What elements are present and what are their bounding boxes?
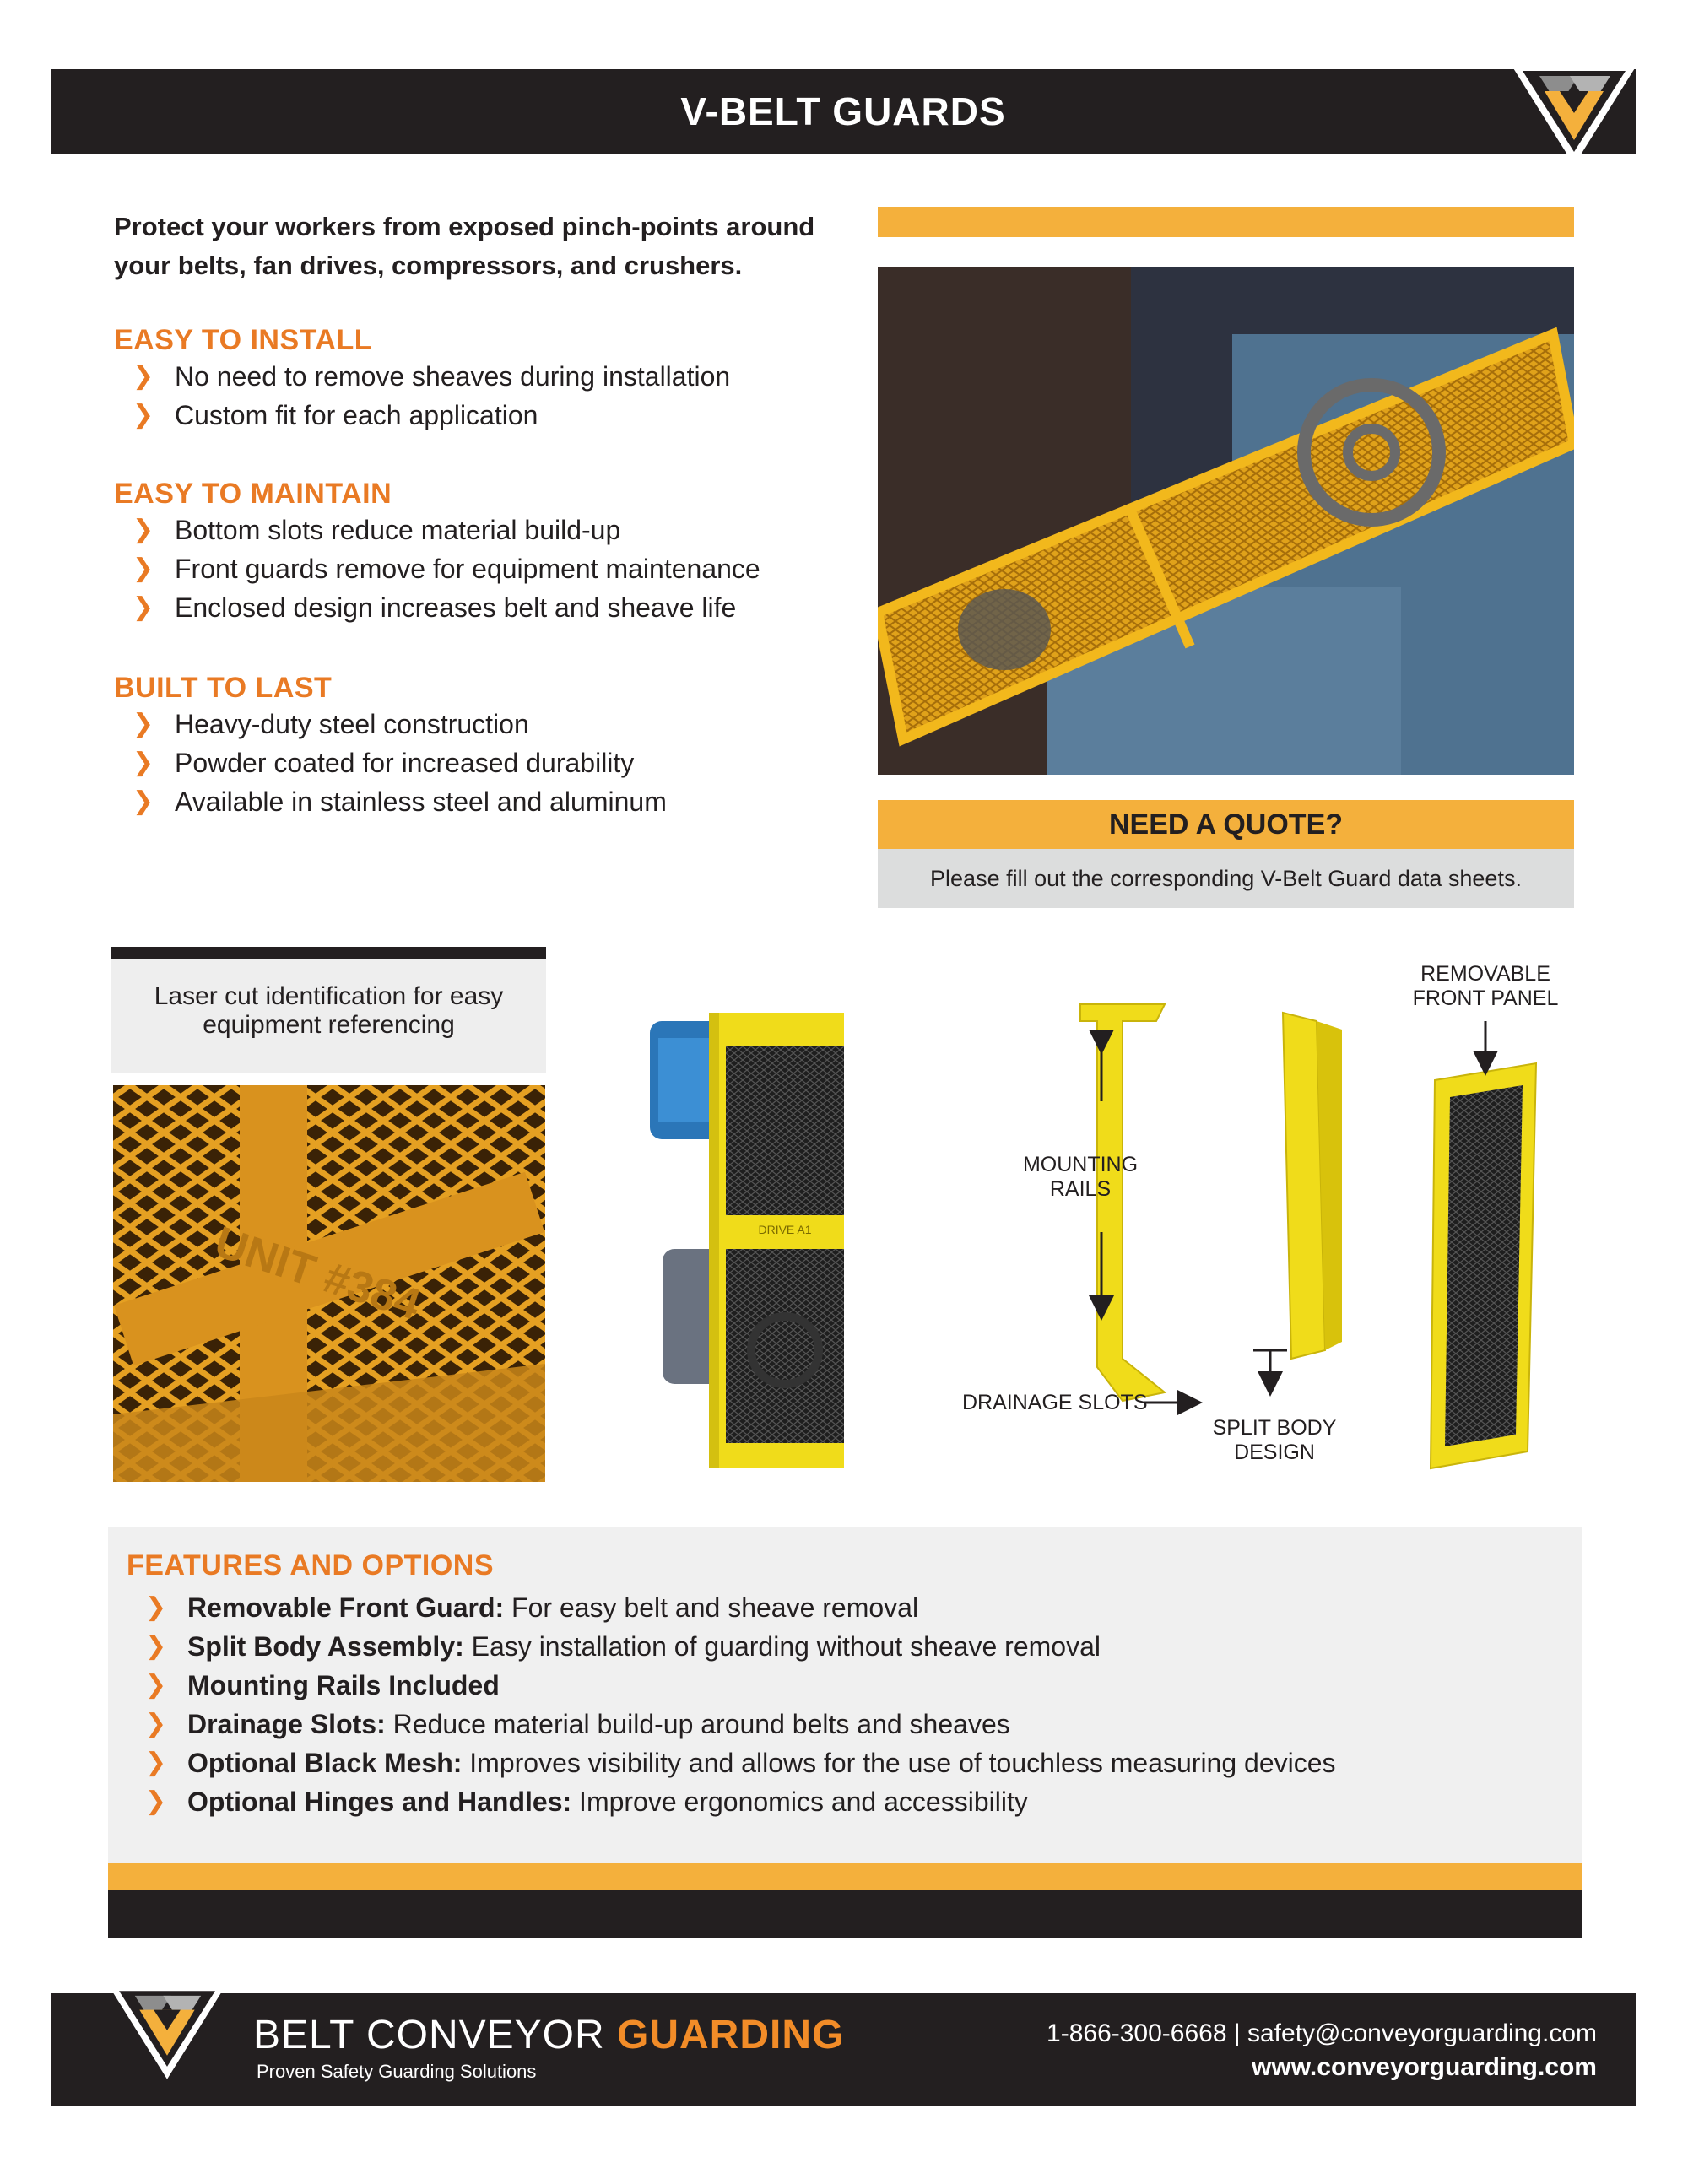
list-item-text: Powder coated for increased durability (175, 748, 635, 778)
header-bar (51, 69, 1636, 154)
features-dark-bar (108, 1890, 1582, 1938)
feature-name: Optional Hinges and Handles: (187, 1787, 572, 1817)
list-item (127, 1666, 1561, 1705)
label-split-body-design: SPLIT BODY DESIGN (1212, 1416, 1337, 1464)
chevron-right-icon: ❯ (133, 749, 154, 776)
chevron-right-icon: ❯ (145, 1710, 167, 1738)
website-link[interactable]: www.conveyorguarding.com (1252, 2053, 1597, 2081)
contact-block (1047, 2017, 1597, 2084)
bullet-list (114, 357, 874, 435)
list-item (127, 1588, 1561, 1627)
section-heading: BUILT TO LAST (114, 672, 333, 704)
features-panel (108, 1527, 1582, 1863)
intro-text: Protect your workers from exposed pinch-points around your belts, fan drives, compressors, and crushers. (114, 212, 815, 280)
features-accent-bar (108, 1863, 1582, 1890)
list-item (114, 511, 874, 549)
brand-name-accent: GUARDING (617, 2013, 845, 2057)
quote-heading: NEED A QUOTE? (878, 800, 1574, 849)
section-easy-to-install (114, 324, 874, 435)
list-item (127, 1627, 1561, 1666)
brand-logo-icon (108, 1975, 226, 2084)
chevron-right-icon: ❯ (133, 516, 154, 543)
chevron-right-icon: ❯ (133, 593, 154, 621)
vbelt-guard-photo (878, 267, 1574, 775)
list-item-text: Heavy-duty steel construction (175, 709, 529, 739)
chevron-right-icon: ❯ (133, 362, 154, 390)
list-item (114, 357, 874, 396)
list-item-text: Custom fit for each application (175, 400, 538, 430)
feature-description: Improve ergonomics and accessibility (571, 1787, 1028, 1817)
feature-name: Split Body Assembly: (187, 1631, 464, 1662)
label-mounting-rails: MOUNTING RAILS (1022, 1153, 1139, 1201)
list-item (114, 588, 874, 627)
chevron-right-icon: ❯ (133, 787, 154, 815)
brand-name-main: BELT CONVEYOR (253, 2013, 605, 2057)
bullet-list (114, 511, 874, 627)
feature-name: Removable Front Guard: (187, 1592, 505, 1623)
chevron-right-icon: ❯ (145, 1632, 167, 1660)
feature-name: Optional Black Mesh: (187, 1748, 463, 1778)
features-list (127, 1588, 1561, 1821)
chevron-right-icon: ❯ (145, 1749, 167, 1776)
feature-description: Reduce material build-up around belts and sheaves (385, 1709, 1010, 1739)
engraving-text: UNIT #384 (208, 1217, 426, 1330)
chevron-right-icon: ❯ (145, 1787, 167, 1815)
chevron-right-icon: ❯ (145, 1671, 167, 1699)
laser-cut-photo (113, 1085, 545, 1482)
list-item (114, 782, 874, 821)
chevron-right-icon: ❯ (133, 554, 154, 582)
list-item (114, 396, 874, 435)
brand-tagline: Proven Safety Guarding Solutions (257, 2061, 537, 2082)
section-built-to-last (114, 672, 874, 821)
feature-name: Mounting Rails Included (187, 1670, 500, 1700)
list-item (127, 1743, 1561, 1782)
list-item-text: No need to remove sheaves during installation (175, 361, 731, 392)
laser-caption: Laser cut identification for easy equipment referencing (154, 982, 504, 1039)
brand-logo-icon (1511, 57, 1637, 167)
section-heading: EASY TO MAINTAIN (114, 478, 392, 510)
label-drainage-slots: DRAINAGE SLOTS (962, 1391, 1148, 1414)
chevron-right-icon: ❯ (145, 1593, 167, 1621)
photo-accent-bar (878, 207, 1574, 237)
contact-line: 1-866-300-6668 | safety@conveyorguarding.com (1047, 2019, 1597, 2047)
features-heading: FEATURES AND OPTIONS (127, 1549, 495, 1581)
section-easy-to-maintain (114, 478, 874, 627)
section-heading: EASY TO INSTALL (114, 324, 372, 356)
feature-description: For easy belt and sheave removal (504, 1592, 919, 1623)
list-item-text: Bottom slots reduce material build-up (175, 515, 621, 545)
bullet-list (114, 705, 874, 821)
feature-description: Easy installation of guarding without sheave removal (463, 1631, 1101, 1662)
list-item (127, 1782, 1561, 1821)
quote-text: Please fill out the corresponding V-Belt Guard data sheets. (878, 849, 1574, 908)
laser-accent-bar (111, 947, 546, 959)
brand-name (253, 2012, 844, 2058)
list-item (127, 1705, 1561, 1743)
list-item (114, 743, 874, 782)
assembled-guard-diagram (625, 996, 928, 1468)
page-title: V-BELT GUARDS (680, 89, 1006, 133)
list-item (114, 705, 874, 743)
list-item-text: Available in stainless steel and aluminum (175, 787, 667, 817)
feature-description: Improves visibility and allows for the use of touchless measuring devices (462, 1748, 1336, 1778)
chevron-right-icon: ❯ (133, 710, 154, 738)
list-item-text: Enclosed design increases belt and sheave life (175, 592, 737, 623)
feature-name: Drainage Slots: (187, 1709, 386, 1739)
list-item (114, 549, 874, 588)
chevron-right-icon: ❯ (133, 401, 154, 429)
drive-label: DRIVE A1 (758, 1223, 812, 1236)
laser-caption-box (111, 959, 546, 1073)
label-removable-front-panel: REMOVABLE FRONT PANEL (1412, 962, 1559, 1010)
list-item-text: Front guards remove for equipment maintenance (175, 554, 760, 584)
exploded-guard-diagram (945, 962, 1587, 1485)
